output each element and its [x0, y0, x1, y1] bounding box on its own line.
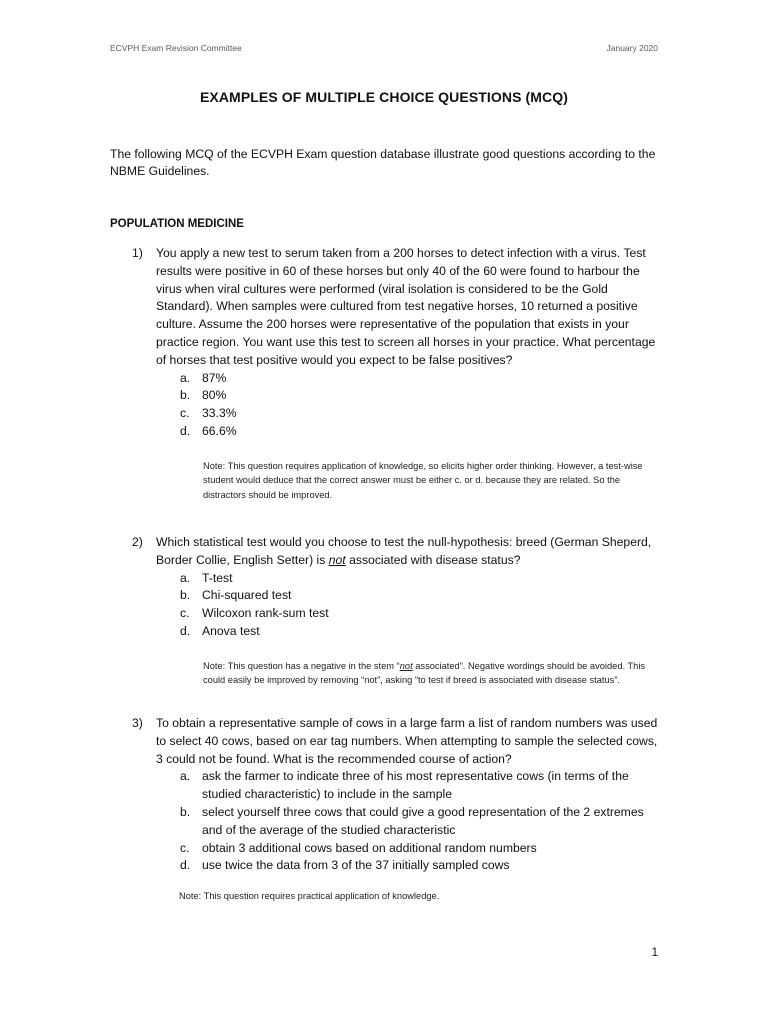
section-heading: POPULATION MEDICINE [110, 218, 244, 230]
stem-emphasis: not [328, 552, 346, 567]
question-number: 2) [132, 535, 143, 549]
question-2 [110, 534, 662, 688]
stem-text: associated with disease status? [345, 552, 521, 567]
options-list [156, 768, 662, 875]
question-number: 3) [132, 716, 143, 730]
header-committee: ECVPH Exam Revision Committee [110, 43, 242, 53]
option-letter: b. [180, 388, 191, 403]
option-text: obtain 3 additional cows based on additional random numbers [202, 840, 537, 855]
option-text: Anova test [202, 623, 260, 638]
option-b [156, 804, 662, 840]
option-letter: d. [180, 623, 191, 638]
page-number: 1 [651, 947, 658, 959]
question-stem: You apply a new test to serum taken from a 200 horses to detect infection with a virus. Test results were positive in 60 of these horses but only 40 of the 60 were found to harbour the virus when viral cultures were performed (viral isolation is considered to be the Gold Standard). When samples were cultured from test negative horses, 10 returned a positive culture. Assume the 200 horses were representative of the population that exists in your practice region. You want use this test to screen all horses in your practice. What percentage of horses that test positive would you expect to be false positives? [156, 246, 656, 367]
question-stem [156, 534, 662, 570]
options-list [156, 570, 662, 641]
option-a [156, 768, 662, 804]
option-text: 66.6% [202, 423, 237, 438]
option-letter: c. [180, 840, 190, 855]
question-note: Note: This question requires application of knowledge, so elicits higher order thinking. However, a test-wise student would deduce that the correct answer must be either c. or d. because they are related. So the distractors should be improved. [203, 460, 643, 500]
option-a [156, 370, 662, 388]
option-d [156, 857, 662, 875]
option-d [156, 623, 662, 641]
option-b [156, 387, 662, 405]
option-letter: d. [180, 858, 191, 873]
option-c [156, 605, 662, 623]
note-text: Note: This question has a negative in the stem “ [203, 660, 400, 671]
option-b [156, 587, 662, 605]
option-c [156, 840, 662, 858]
option-text: select yourself three cows that could give a good representation of the 2 extremes and of the average of the studied characteristic [202, 804, 644, 837]
option-c [156, 405, 662, 423]
note-emphasis: not [399, 660, 413, 671]
option-letter: b. [180, 804, 191, 819]
option-letter: a. [180, 570, 191, 585]
option-text: 80% [202, 388, 227, 403]
option-text: ask the farmer to indicate three of his most representative cows (in terms of the studied characteristic) to include in the sample [202, 769, 629, 802]
question-note: Note: This question requires practical application of knowledge. [179, 891, 440, 902]
question-stem: To obtain a representative sample of cows in a large farm a list of random numbers was used to select 40 cows, based on ear tag numbers. When attempting to sample the selected cows, 3 could not be found. What is the recommended course of action? [156, 716, 658, 766]
option-letter: a. [180, 769, 191, 784]
option-d [156, 423, 662, 441]
option-letter: c. [180, 606, 190, 621]
option-letter: d. [180, 423, 191, 438]
option-text: 33.3% [202, 406, 237, 421]
option-text: 87% [202, 370, 227, 385]
option-text: Wilcoxon rank-sum test [202, 606, 329, 621]
question-3 [110, 715, 662, 904]
options-list [156, 370, 662, 441]
option-text: Chi-squared test [202, 588, 292, 603]
option-text: T-test [202, 570, 233, 585]
note-text: associated”. Negative wordings should be avoided. This could easily be improved by removing “not”, asking “to test if breed is associated with disease status”. [203, 660, 646, 686]
question-note [203, 659, 663, 688]
option-letter: c. [180, 406, 190, 421]
option-letter: b. [180, 588, 191, 603]
header-date: January 2020 [606, 43, 658, 53]
option-a [156, 570, 662, 588]
question-number: 1) [132, 246, 143, 260]
intro-paragraph: The following MCQ of the ECVPH Exam question database illustrate good questions according to the NBME Guidelines. [110, 147, 656, 178]
stem-text: Which statistical test would you choose to test the null-hypothesis: breed (German Sheperd, Border Collie, English Setter) is [156, 535, 652, 567]
page-title: EXAMPLES OF MULTIPLE CHOICE QUESTIONS (MCQ) [199, 89, 569, 105]
option-text: use twice the data from 3 of the 37 initially sampled cows [202, 858, 510, 873]
option-letter: a. [180, 370, 191, 385]
question-1 [110, 245, 662, 502]
